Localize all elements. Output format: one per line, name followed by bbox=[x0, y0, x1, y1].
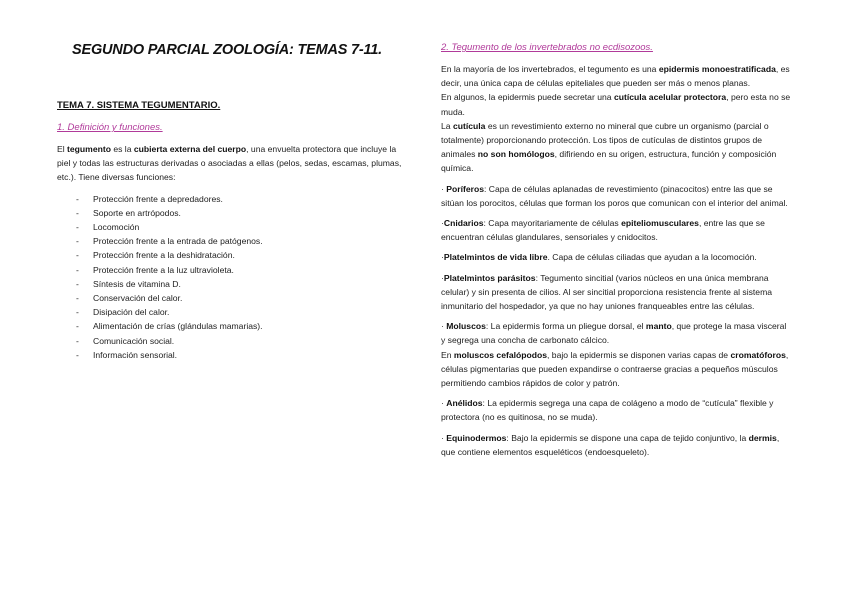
list-item-text: Protección frente a la deshidratación. bbox=[93, 250, 235, 261]
bold-term: epiteliomusculares bbox=[621, 218, 699, 229]
list-item-text: Protección frente a la entrada de patógenos. bbox=[93, 236, 263, 247]
tema-heading: TEMA 7. SISTEMA TEGUMENTARIO. bbox=[57, 100, 221, 111]
list-item-text: Alimentación de crías (glándulas mamarias). bbox=[93, 321, 263, 332]
bold-term: Poríferos bbox=[446, 183, 484, 194]
intro-block bbox=[441, 62, 791, 176]
paragraph-text: , pero esta no se muda. bbox=[441, 92, 791, 117]
list-dash: - bbox=[76, 264, 79, 275]
list-item bbox=[57, 192, 402, 206]
list-dash: - bbox=[76, 207, 79, 218]
list-item bbox=[57, 277, 402, 291]
list-dash: - bbox=[76, 293, 79, 304]
item-platelmintos-libre bbox=[441, 250, 791, 264]
list-item bbox=[57, 319, 402, 333]
list-dash: - bbox=[76, 307, 79, 318]
item-anelidos bbox=[441, 396, 791, 424]
list-dash: - bbox=[76, 278, 79, 289]
document-title: SEGUNDO PARCIAL ZOOLOGÍA: TEMAS 7-11. bbox=[72, 42, 383, 58]
paragraph-text: En algunos, la epidermis puede secretar una bbox=[441, 92, 614, 103]
bold-term: no son homólogos bbox=[477, 149, 555, 160]
item-poriferos bbox=[441, 182, 791, 210]
paragraph-text: : La epidermis forma un pliegue dorsal, el bbox=[485, 321, 646, 332]
bold-term: Cnidarios bbox=[443, 218, 484, 229]
intro-paragraph bbox=[57, 142, 402, 185]
list-dash: - bbox=[76, 236, 79, 247]
section-heading-definicion: 1. Definición y funciones. bbox=[57, 122, 163, 133]
intro-bold-term: cubierta externa del cuerpo bbox=[133, 144, 247, 154]
left-column bbox=[57, 42, 402, 362]
bold-term: cutícula acelular protectora bbox=[613, 92, 727, 103]
bold-term: epidermis monoestratificada bbox=[658, 64, 776, 74]
bullet-mark: · bbox=[441, 218, 444, 229]
list-item-text: Información sensorial. bbox=[93, 349, 178, 360]
bullet-mark: · bbox=[441, 252, 444, 263]
paragraph-text: : Tegumento sincitial (varios núcleos en una única membrana celular) y sin presenta de cilios. Al ser sincitial proporciona resistencia frente al sistema inmunitario del hospedador, ya que no hay uniones franqueables entre las células. bbox=[441, 272, 773, 312]
list-item-text: Conservación del calor. bbox=[93, 293, 183, 304]
bullet-mark: · bbox=[441, 321, 447, 332]
list-dash: - bbox=[76, 335, 79, 346]
list-item-text: Comunicación social. bbox=[93, 335, 175, 346]
paragraph-text: : Capa mayoritariamente de células bbox=[483, 218, 622, 229]
list-item bbox=[57, 248, 402, 262]
paragraph-cefalopodos bbox=[441, 348, 791, 391]
paragraph-text: . Capa de células ciliadas que ayudan a la locomoción. bbox=[547, 252, 757, 263]
bold-term: Platelmintos de vida libre bbox=[443, 252, 548, 263]
bullet-mark: · bbox=[441, 432, 447, 443]
paragraph-text: , células pigmentarias que pueden expandirse o contraerse gracias a pequeños músculos permitiendo cambios rápidos de color y patrón. bbox=[441, 349, 789, 389]
paragraph-cuticula-secretada bbox=[441, 90, 791, 118]
list-item-text: Locomoción bbox=[93, 222, 140, 233]
list-item bbox=[57, 348, 402, 362]
paragraph-text: , que contiene elementos esqueléticos (endoesqueleto). bbox=[441, 432, 780, 457]
paragraph-text: es un revestimiento externo no mineral que cubre un organismo (parcial o totalmente) proporcionando protección. Los tipos de cutículas de distintos grupos de animales bbox=[441, 120, 769, 160]
intro-bold-term: tegumento bbox=[67, 144, 111, 154]
intro-text: es la bbox=[110, 144, 134, 154]
paragraph-text: : Bajo la epidermis se dispone una capa de tejido conjuntivo, la bbox=[506, 432, 749, 443]
paragraph-text: En bbox=[441, 349, 454, 360]
paragraph-text: La bbox=[441, 120, 453, 131]
item-equinodermos bbox=[441, 431, 791, 459]
list-dash: - bbox=[76, 321, 79, 332]
item-moluscos bbox=[441, 319, 791, 390]
paragraph-text: , es decir, una única capa de células epiteliales que pueden ser más o menos planas. bbox=[441, 64, 790, 89]
paragraph-text: , entre las que se encuentran células glandulares, sensoriales y cnidocitos. bbox=[441, 218, 765, 243]
paragraph-text: , difiriendo en su origen, estructura, función y composición química. bbox=[441, 149, 777, 174]
paragraph-text: , que protege la masa visceral y segrega una concha de carbonato cálcico. bbox=[441, 321, 787, 346]
bold-term: Equinodermos bbox=[446, 432, 507, 443]
list-item bbox=[57, 220, 402, 234]
list-item-text: Disipación del calor. bbox=[93, 307, 170, 318]
list-dash: - bbox=[76, 222, 79, 233]
list-item bbox=[57, 334, 402, 348]
bold-term: manto bbox=[645, 321, 672, 332]
bold-term: Moluscos bbox=[446, 321, 486, 332]
bullet-mark: · bbox=[441, 183, 447, 194]
bold-term: cromatóforos bbox=[730, 349, 786, 360]
bold-term: moluscos cefalópodos bbox=[453, 349, 548, 360]
list-item-text: Protección frente a la luz ultravioleta. bbox=[93, 264, 234, 275]
paragraph-text: En la mayoría de los invertebrados, el tegumento es una bbox=[441, 64, 659, 74]
bold-term: cutícula bbox=[452, 120, 486, 131]
intro-text: El bbox=[57, 144, 68, 154]
functions-list bbox=[57, 192, 402, 362]
bold-term: Platelmintos parásitos bbox=[443, 272, 536, 283]
list-dash: - bbox=[76, 250, 79, 261]
item-cnidarios bbox=[441, 216, 791, 244]
paragraph-text: : Capa de células aplanadas de revestimiento (pinacocitos) entre las que se sitúan los porocitos, células que forman los poros que comunican con el interior del animal. bbox=[441, 183, 788, 208]
list-item bbox=[57, 234, 402, 248]
list-item-text: Soporte en artrópodos. bbox=[93, 207, 181, 218]
item-platelmintos-parasitos bbox=[441, 271, 791, 314]
bullet-mark: · bbox=[441, 398, 447, 409]
bold-term: Anélidos bbox=[446, 398, 483, 409]
paragraph-text: : La epidermis segrega una capa de colágeno a modo de “cutícula” flexible y protectora (no es quitinosa, no se muda). bbox=[441, 398, 774, 423]
paragraph-moluscos bbox=[441, 319, 791, 347]
list-item bbox=[57, 305, 402, 319]
paragraph-cuticula-definicion bbox=[441, 119, 791, 176]
bold-term: dermis bbox=[748, 432, 777, 443]
section-heading-invertebrados: 2. Tegumento de los invertebrados no ecdisozoos. bbox=[441, 42, 653, 53]
list-dash: - bbox=[76, 193, 79, 204]
right-column bbox=[441, 42, 791, 459]
list-dash: - bbox=[76, 349, 79, 360]
paragraph-epidermis bbox=[441, 62, 791, 90]
bullet-mark: · bbox=[441, 272, 444, 283]
list-item bbox=[57, 291, 402, 305]
paragraph-text: , bajo la epidermis se disponen varias capas de bbox=[547, 349, 731, 360]
list-item bbox=[57, 263, 402, 277]
intro-text: , una envuelta protectora que incluye la piel y todas las estructuras derivadas o asociadas a ellas (pelos, sedas, escamas, plumas, etc.). Tiene diversas funciones: bbox=[57, 144, 402, 183]
list-item-text: Síntesis de vitamina D. bbox=[93, 278, 181, 289]
list-item bbox=[57, 206, 402, 220]
list-item-text: Protección frente a depredadores. bbox=[93, 193, 223, 204]
